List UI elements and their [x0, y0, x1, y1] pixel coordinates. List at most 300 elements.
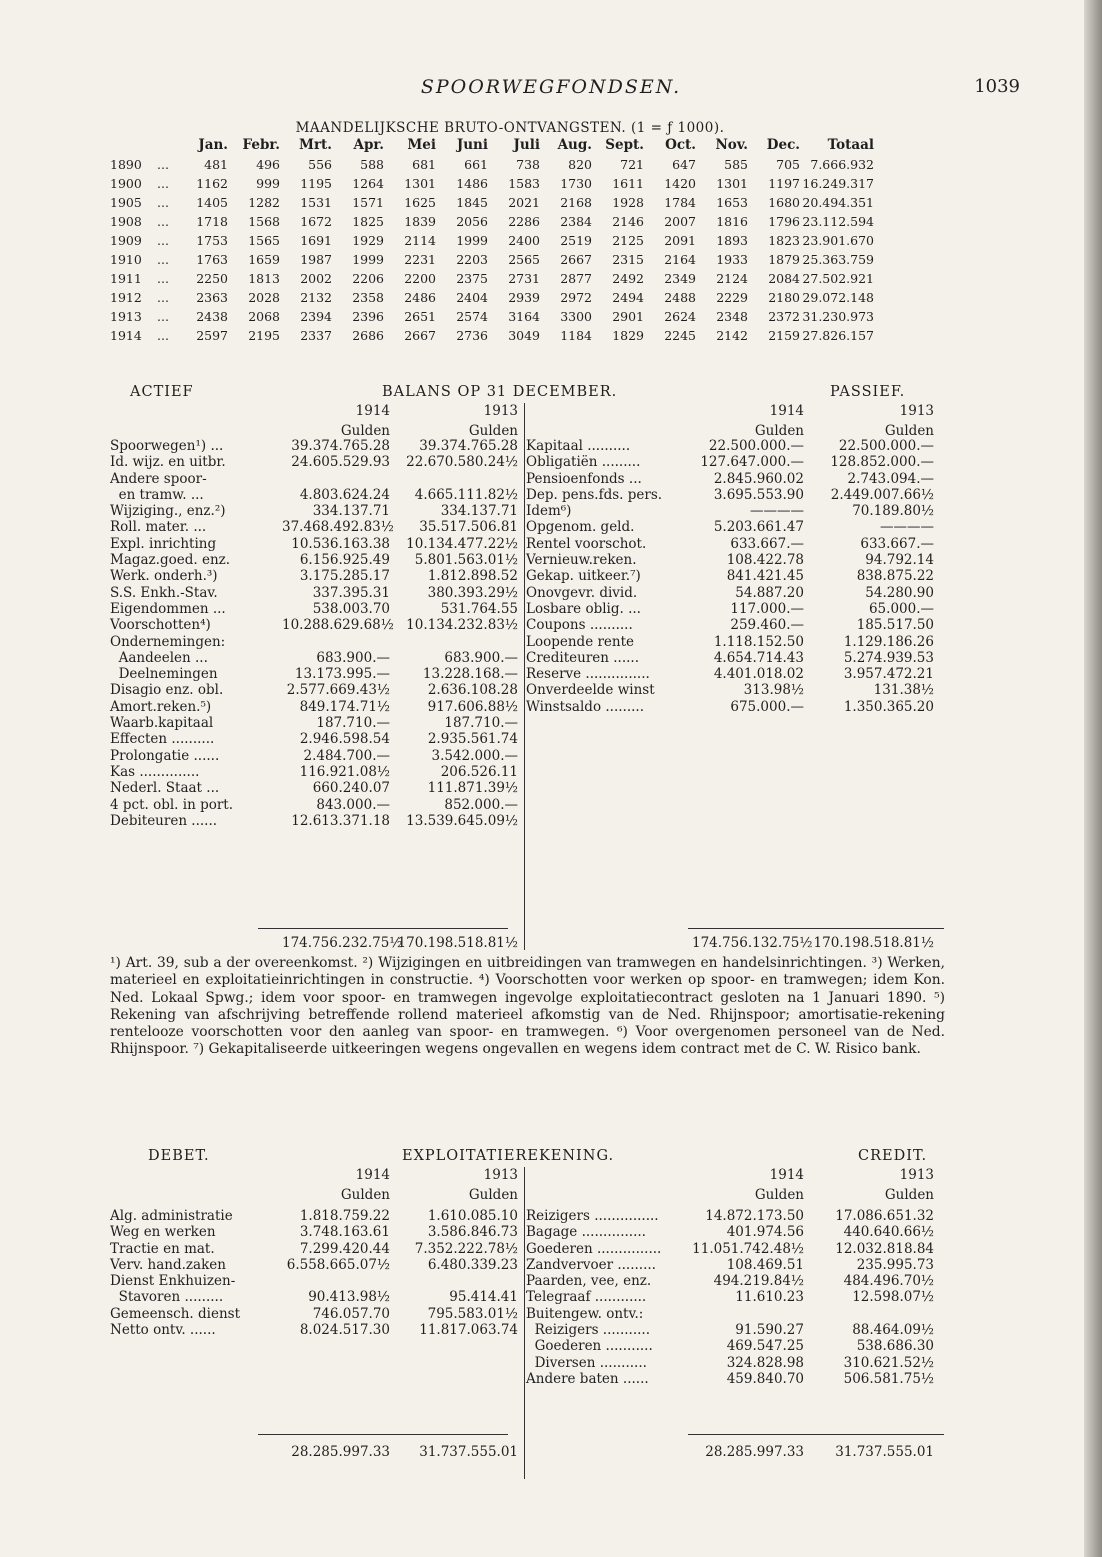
- monthly-value: 481: [204, 157, 228, 172]
- monthly-value: 1691: [300, 233, 332, 248]
- actief-value-1914: 116.921.08½: [299, 763, 390, 780]
- monthly-value: 2667: [404, 328, 436, 343]
- actief-row: [110, 715, 945, 731]
- debet-value-1913: 3.586.846.73: [427, 1224, 518, 1241]
- actief-value-1913: 206.526.11: [440, 763, 518, 780]
- balans-year-header: [110, 403, 945, 440]
- passief-row: [110, 519, 945, 535]
- expl-total-line-right: [688, 1434, 944, 1435]
- passief-row: [110, 471, 945, 487]
- balans-year-1914-right: 1914: [769, 403, 804, 419]
- monthly-value: 2488: [664, 290, 696, 305]
- page-header: [0, 70, 1102, 100]
- balans-year-1914-left: 1914: [355, 403, 390, 419]
- monthly-column-header: Mrt.: [299, 137, 332, 153]
- page-edge: [1084, 0, 1102, 1557]
- actief-value-1914: 39.374.765.28: [291, 438, 390, 454]
- credit-label: Bagage ...............: [526, 1224, 646, 1241]
- expl-year-1914-right: 1914: [769, 1167, 804, 1183]
- monthly-value: 1162: [196, 176, 228, 191]
- passief-label: Crediteuren ......: [526, 649, 640, 666]
- actief-label: S.S. Enkh.-Stav.: [110, 584, 218, 601]
- actief-label: Amort.reken.⁵): [110, 698, 212, 715]
- actief-label: Roll. mater. ...: [110, 519, 207, 536]
- page-number: 1039: [974, 76, 1020, 97]
- monthly-value: 2404: [456, 290, 488, 305]
- monthly-value: 2168: [560, 195, 592, 210]
- credit-value-1913: 538.686.30: [856, 1338, 934, 1355]
- actief-label: Spoorwegen¹) ...: [110, 438, 224, 454]
- monthly-value: 2877: [560, 271, 592, 286]
- credit-value-1914: 11.610.23: [735, 1289, 804, 1306]
- monthly-value: 2007: [664, 214, 696, 229]
- monthly-value: 1825: [352, 214, 384, 229]
- credit-row: [110, 1322, 945, 1338]
- actief-value-1913: 187.710.—: [444, 715, 518, 732]
- passief-value-1913: 1.129.186.26: [843, 633, 934, 650]
- actief-value-1913: 3.542.000.—: [431, 747, 518, 764]
- actief-label: Wijziging., enz.²): [110, 503, 226, 520]
- monthly-year: 1913: [110, 309, 142, 324]
- monthly-header-spacer: [110, 136, 150, 155]
- passief-row: [110, 634, 945, 650]
- credit-value-1913: 88.464.09½: [852, 1322, 934, 1339]
- balans-total-left-1913: 170.198.518.81½: [397, 935, 518, 951]
- balans-title: BALANS OP 31 DECEMBER.: [382, 384, 618, 400]
- monthly-value: 2972: [560, 290, 592, 305]
- monthly-value: 705: [776, 157, 800, 172]
- credit-list: [110, 1208, 945, 1387]
- credit-value-1914: 11.051.742.48½: [692, 1240, 804, 1257]
- debet-label: Netto ontv. ......: [110, 1322, 216, 1339]
- monthly-column-header: Apr.: [353, 137, 384, 153]
- actief-value-1913: 35.517.506.81: [419, 519, 518, 536]
- monthly-column-header: Dec.: [766, 137, 800, 153]
- expl-total-left-1913: 31.737.555.01: [419, 1444, 518, 1460]
- actief-value-1914: 337.395.31: [312, 584, 390, 601]
- monthly-value: 2519: [560, 233, 592, 248]
- monthly-value: 1264: [352, 176, 384, 191]
- monthly-value: 2651: [404, 309, 436, 324]
- debet-label: Weg en werken: [110, 1224, 216, 1241]
- monthly-value: 2164: [664, 252, 696, 267]
- monthly-receipts-table: [110, 120, 945, 345]
- monthly-value: 2901: [612, 309, 644, 324]
- actief-row: [110, 780, 945, 796]
- credit-label: CREDIT.: [858, 1148, 928, 1164]
- actief-value-1913: 917.606.88½: [427, 698, 518, 715]
- expl-total-right-1914: 28.285.997.33: [705, 1444, 804, 1460]
- credit-row: [110, 1306, 945, 1322]
- monthly-value: 738: [516, 157, 540, 172]
- monthly-value: 1195: [300, 176, 332, 191]
- passief-label: Winstsaldo .........: [526, 698, 644, 715]
- actief-value-1913: 334.137.71: [440, 503, 518, 520]
- monthly-value: 2002: [300, 271, 332, 286]
- monthly-row: [110, 250, 945, 269]
- actief-label: Kas ..............: [110, 763, 200, 780]
- monthly-leader: ...: [157, 309, 169, 324]
- actief-value-1913: 1.812.898.52: [427, 568, 518, 585]
- actief-value-1914: 683.900.—: [316, 649, 390, 666]
- passief-value-1913: 94.792.14: [865, 552, 934, 569]
- monthly-value: 1301: [404, 176, 436, 191]
- balans-unit-left-1: Gulden: [340, 423, 390, 440]
- monthly-value: 2565: [508, 252, 540, 267]
- monthly-value: 2438: [196, 309, 228, 324]
- monthly-value: 2229: [716, 290, 748, 305]
- credit-value-1913: 235.995.73: [856, 1256, 934, 1273]
- actief-label: Effecten ..........: [110, 731, 215, 748]
- actief-label: Disagio enz. obl.: [110, 682, 224, 699]
- monthly-column-header: Nov.: [715, 137, 748, 153]
- actief-value-1913: 13.539.645.09½: [406, 812, 518, 829]
- expl-unit-left-2: Gulden: [468, 1187, 518, 1204]
- actief-value-1913: 10.134.232.83½: [406, 617, 518, 634]
- passief-value-1914: ————: [750, 503, 804, 520]
- passief-label: Pensioenfonds ...: [526, 470, 642, 487]
- monthly-value: 1301: [716, 176, 748, 191]
- passief-row: [110, 617, 945, 633]
- monthly-row: [110, 288, 945, 307]
- monthly-value: 1929: [352, 233, 384, 248]
- monthly-value: 1933: [716, 252, 748, 267]
- actief-label: Andere spoor-: [110, 470, 207, 487]
- monthly-value: 1531: [300, 195, 332, 210]
- debet-value-1913: 7.352.222.78½: [414, 1240, 518, 1257]
- monthly-value: 681: [412, 157, 436, 172]
- monthly-value: 1672: [300, 214, 332, 229]
- actief-value-1913: 13.228.168.—: [422, 666, 518, 683]
- monthly-value: 2348: [716, 309, 748, 324]
- monthly-value: 2286: [508, 214, 540, 229]
- passief-label: Losbare oblig. ...: [526, 600, 641, 617]
- actief-value-1914: 24.605.529.93: [291, 454, 390, 471]
- actief-value-1913: 2.636.108.28: [427, 682, 518, 699]
- passief-label: Vernieuw.reken.: [526, 552, 637, 569]
- actief-value-1914: 37.468.492.83½: [282, 519, 394, 536]
- actief-label: Debiteuren ......: [110, 812, 218, 829]
- monthly-value: 2142: [716, 328, 748, 343]
- debet-label: Dienst Enkhuizen-: [110, 1273, 236, 1290]
- exploitatie-title: EXPLOITATIEREKENING.: [402, 1148, 615, 1164]
- monthly-value: 2372: [768, 309, 800, 324]
- passief-value-1914: 1.118.152.50: [713, 633, 804, 650]
- passief-label: Gekap. uitkeer.⁷): [526, 568, 641, 585]
- monthly-year: 1909: [110, 233, 142, 248]
- credit-label: Zandvervoer .........: [526, 1256, 656, 1273]
- monthly-value: 1730: [560, 176, 592, 191]
- actief-value-1914: 4.803.624.24: [299, 486, 390, 503]
- monthly-title: MAANDELIJKSCHE BRUTO-ONTVANGSTEN. (1 = ƒ 1000).: [295, 120, 725, 136]
- monthly-value: 1282: [248, 195, 280, 210]
- monthly-value: 1784: [664, 195, 696, 210]
- actief-value-1913: 531.764.55: [440, 600, 518, 617]
- expl-unit-right-2: Gulden: [884, 1187, 934, 1204]
- credit-value-1914: 108.469.51: [726, 1256, 804, 1273]
- monthly-value: 2146: [612, 214, 644, 229]
- debet-value-1914: 7.299.420.44: [299, 1240, 390, 1257]
- passief-value-1914: 313.98½: [743, 682, 804, 699]
- actief-value-1914: 849.174.71½: [299, 698, 390, 715]
- monthly-value: 2492: [612, 271, 644, 286]
- credit-label: Telegraaf ............: [526, 1289, 647, 1306]
- actief-value-1914: 2.577.669.43½: [286, 682, 390, 699]
- actief-value-1913: 39.374.765.28: [419, 438, 518, 454]
- passief-row: [110, 487, 945, 503]
- monthly-total: 23.901.670: [802, 233, 874, 248]
- actief-value-1914: 660.240.07: [312, 780, 390, 797]
- monthly-leader: ...: [157, 233, 169, 248]
- monthly-column-header: Totaal: [827, 137, 874, 153]
- credit-row: [110, 1371, 945, 1387]
- debet-value-1913: 95.414.41: [449, 1289, 518, 1306]
- credit-value-1913: 17.086.651.32: [835, 1208, 934, 1224]
- passief-value-1913: 185.517.50: [856, 617, 934, 634]
- credit-row: [110, 1273, 945, 1289]
- passief-row: [110, 568, 945, 584]
- actief-value-1914: 3.175.285.17: [299, 568, 390, 585]
- balans-total-left-1914: 174.756.232.75½: [282, 935, 403, 951]
- passief-row: [110, 438, 945, 454]
- monthly-value: 1571: [352, 195, 384, 210]
- credit-value-1914: [692, 1306, 804, 1322]
- monthly-value: 1420: [664, 176, 696, 191]
- monthly-total: 23.112.594: [802, 214, 874, 229]
- actief-label: Magaz.goed. enz.: [110, 552, 231, 569]
- running-title: SPOORWEGFONDSEN.: [420, 76, 682, 98]
- credit-value-1914: 14.872.173.50: [705, 1208, 804, 1224]
- monthly-value: 2206: [352, 271, 384, 286]
- balans-total-line-left: [258, 928, 508, 929]
- passief-row: [110, 601, 945, 617]
- expl-year-1913-right: 1913: [899, 1167, 934, 1183]
- actief-row: [110, 764, 945, 780]
- debet-label: Verv. hand.zaken: [110, 1256, 226, 1273]
- monthly-value: 2384: [560, 214, 592, 229]
- actief-label: Eigendommen ...: [110, 600, 226, 617]
- debet-value-1914: 1.818.759.22: [299, 1208, 390, 1224]
- monthly-value: 2358: [352, 290, 384, 305]
- passief-label: Loopende rente: [526, 633, 635, 650]
- credit-row: [110, 1224, 945, 1240]
- credit-label: Buitengew. ontv.:: [526, 1305, 644, 1322]
- monthly-value: 2180: [768, 290, 800, 305]
- monthly-header-spacer: [150, 136, 176, 155]
- monthly-value: 1999: [456, 233, 488, 248]
- credit-value-1913: [804, 1306, 934, 1322]
- actief-row: [110, 731, 945, 747]
- monthly-total: 29.072.148: [802, 290, 874, 305]
- monthly-value: 2624: [664, 309, 696, 324]
- actief-value-1914: 6.156.925.49: [299, 552, 390, 569]
- monthly-body: [110, 155, 945, 345]
- actief-value-1913: 22.670.580.24½: [406, 454, 518, 471]
- monthly-row: [110, 193, 945, 212]
- credit-value-1914: 494.219.84½: [713, 1273, 804, 1290]
- monthly-value: 1893: [716, 233, 748, 248]
- monthly-value: 2349: [664, 271, 696, 286]
- actief-value-1914: 538.003.70: [312, 600, 390, 617]
- passief-value-1913: 2.743.094.—: [847, 470, 934, 487]
- credit-row: [110, 1257, 945, 1273]
- balans-year-1913-left: 1913: [483, 403, 518, 419]
- actief-label: Nederl. Staat ...: [110, 780, 220, 797]
- passief-label: PASSIEF.: [830, 384, 906, 400]
- monthly-leader: ...: [157, 195, 169, 210]
- actief-label: Deelnemingen: [110, 666, 218, 683]
- monthly-value: 2315: [612, 252, 644, 267]
- actief-value-1913: 4.665.111.82½: [414, 486, 518, 503]
- passief-value-1913: 838.875.22: [856, 568, 934, 585]
- debet-label: Stavoren .........: [110, 1289, 224, 1306]
- credit-value-1914: 469.547.25: [726, 1338, 804, 1355]
- monthly-value: 2084: [768, 271, 800, 286]
- monthly-value: 1486: [456, 176, 488, 191]
- passief-value-1914: 54.887.20: [735, 584, 804, 601]
- actief-label: ACTIEF: [130, 384, 194, 400]
- monthly-value: 1568: [248, 214, 280, 229]
- credit-row: [110, 1208, 945, 1224]
- actief-label: en tramw. ...: [110, 486, 204, 503]
- credit-label: Goederen ...........: [526, 1338, 653, 1355]
- monthly-total: 27.826.157: [802, 328, 874, 343]
- monthly-value: 1928: [612, 195, 644, 210]
- actief-value-1914: 13.173.995.—: [294, 666, 390, 683]
- actief-label: Werk. onderh.³): [110, 568, 218, 585]
- monthly-value: 1625: [404, 195, 436, 210]
- balans-unit-left-2: Gulden: [468, 423, 518, 440]
- monthly-value: 1659: [248, 252, 280, 267]
- passief-value-1913: 65.000.—: [868, 600, 934, 617]
- passief-value-1914: 5.203.661.47: [713, 519, 804, 536]
- monthly-header-row: [110, 136, 945, 155]
- credit-row: [110, 1241, 945, 1257]
- monthly-value: 2021: [508, 195, 540, 210]
- passief-list: [110, 438, 945, 715]
- credit-value-1913: 440.640.66½: [843, 1224, 934, 1241]
- monthly-value: 2396: [352, 309, 384, 324]
- monthly-column-header: Aug.: [557, 137, 592, 153]
- passief-row: [110, 666, 945, 682]
- monthly-value: 588: [360, 157, 384, 172]
- credit-value-1913: 484.496.70½: [843, 1273, 934, 1290]
- passief-value-1914: 3.695.553.90: [713, 486, 804, 503]
- passief-label: Onverdeelde winst: [526, 682, 655, 699]
- monthly-value: 2686: [352, 328, 384, 343]
- monthly-value: 2028: [248, 290, 280, 305]
- passief-value-1914: 633.667.—: [730, 535, 804, 552]
- monthly-value: 1680: [768, 195, 800, 210]
- actief-label: Waarb.kapitaal: [110, 715, 214, 732]
- monthly-total: 16.249.317: [802, 176, 874, 191]
- balans-unit-right-1: Gulden: [754, 423, 804, 440]
- credit-value-1913: 12.598.07½: [852, 1289, 934, 1306]
- expl-year-1913-left: 1913: [483, 1167, 518, 1183]
- monthly-value: 1611: [612, 176, 644, 191]
- monthly-value: 2250: [196, 271, 228, 286]
- debet-label: DEBET.: [148, 1148, 210, 1164]
- monthly-value: 1796: [768, 214, 800, 229]
- credit-label: Andere baten ......: [526, 1370, 649, 1387]
- monthly-value: 2056: [456, 214, 488, 229]
- actief-value-1914: 10.288.629.68½: [282, 617, 394, 634]
- debet-value-1914: 3.748.163.61: [299, 1224, 390, 1241]
- monthly-value: 721: [620, 157, 644, 172]
- monthly-total: 25.363.759: [802, 252, 874, 267]
- actief-value-1914: 334.137.71: [312, 503, 390, 520]
- passief-value-1913: 70.189.80½: [852, 503, 934, 520]
- actief-label: Id. wijz. en uitbr.: [110, 454, 226, 471]
- monthly-row: [110, 307, 945, 326]
- actief-label: Voorschotten⁴): [110, 617, 211, 634]
- passief-label: Rentel voorschot.: [526, 535, 647, 552]
- monthly-value: 647: [672, 157, 696, 172]
- passief-value-1914: 675.000.—: [730, 698, 804, 715]
- monthly-value: 2375: [456, 271, 488, 286]
- monthly-leader: ...: [157, 214, 169, 229]
- monthly-value: 2203: [456, 252, 488, 267]
- monthly-column-header: Sept.: [605, 137, 644, 153]
- debet-value-1913: 6.480.339.23: [427, 1256, 518, 1273]
- monthly-value: 585: [724, 157, 748, 172]
- passief-label: Coupons ..........: [526, 617, 633, 634]
- credit-value-1914: 324.828.98: [726, 1354, 804, 1371]
- passief-value-1913: 131.38½: [873, 682, 934, 699]
- monthly-value: 2245: [664, 328, 696, 343]
- passief-value-1913: 22.500.000.—: [838, 438, 934, 454]
- actief-value-1913: 683.900.—: [444, 649, 518, 666]
- credit-row: [110, 1355, 945, 1371]
- monthly-leader: ...: [157, 328, 169, 343]
- monthly-value: 2394: [300, 309, 332, 324]
- monthly-value: 496: [256, 157, 280, 172]
- footnotes: ¹) Art. 39, sub a der overeenkomst. ²) Wijzigingen en uitbreidingen van tramwegen en handelsinrichtingen. ³) Werken, materieel en exploitatieinrichtingen in constructie. ⁴) Voorschotten voor werken op spoor- en tramwegen; idem Kon. Ned. Lokaal Spwg.; idem voor spoor- en tramwegen ingevolge exploitatiecontract gesloten na 1 Januari 1890. ⁵) Rekening van afschrijving betreffende rollend materieel afkomstig van de Ned. Rhijnspoor; amortisatie-rekening renteloozе voorschotten voor den aanleg van spoor- en tramwegen. ⁶) Voor overgenomen personeel van de Ned. Rhijnspoor. ⁷) Gekapitaliseerde uitkeeringen wegens ongevallen en wegens idem contract met de C. W. Risico bank.: [110, 955, 945, 1058]
- actief-value-1914: 10.536.163.38: [291, 535, 390, 552]
- credit-value-1913: 12.032.818.84: [835, 1240, 934, 1257]
- passief-value-1914: 259.460.—: [730, 617, 804, 634]
- credit-label: Goederen ...............: [526, 1240, 662, 1257]
- credit-value-1913: 310.621.52½: [843, 1354, 934, 1371]
- passief-label: Kapitaal ..........: [526, 438, 631, 454]
- monthly-year: 1912: [110, 290, 142, 305]
- passief-row: [110, 503, 945, 519]
- passief-value-1913: 5.274.939.53: [843, 649, 934, 666]
- actief-row: [110, 748, 945, 764]
- passief-value-1914: 2.845.960.02: [713, 470, 804, 487]
- monthly-column-header: Juli: [513, 137, 540, 153]
- passief-value-1913: 3.957.472.21: [843, 666, 934, 683]
- monthly-value: 2091: [664, 233, 696, 248]
- monthly-value: 1999: [352, 252, 384, 267]
- passief-row: [110, 699, 945, 715]
- actief-value-1913: 852.000.—: [444, 796, 518, 813]
- debet-value-1914: 8.024.517.30: [299, 1322, 390, 1339]
- passief-value-1914: 127.647.000.—: [700, 454, 804, 471]
- balans-total-right-1914: 174.756.132.75½: [692, 935, 813, 951]
- debet-value-1913: 795.583.01½: [427, 1305, 518, 1322]
- monthly-value: 1565: [248, 233, 280, 248]
- passief-label: Idem⁶): [526, 503, 572, 520]
- balans-year-1913-right: 1913: [899, 403, 934, 419]
- actief-value-1913: 5.801.563.01½: [414, 552, 518, 569]
- balans-total-line-right: [688, 928, 944, 929]
- credit-label: Reizigers ...............: [526, 1208, 659, 1224]
- passief-value-1913: 54.280.90: [865, 584, 934, 601]
- actief-label: Aandeelen ...: [110, 649, 208, 666]
- monthly-row: [110, 212, 945, 231]
- monthly-value: 2667: [560, 252, 592, 267]
